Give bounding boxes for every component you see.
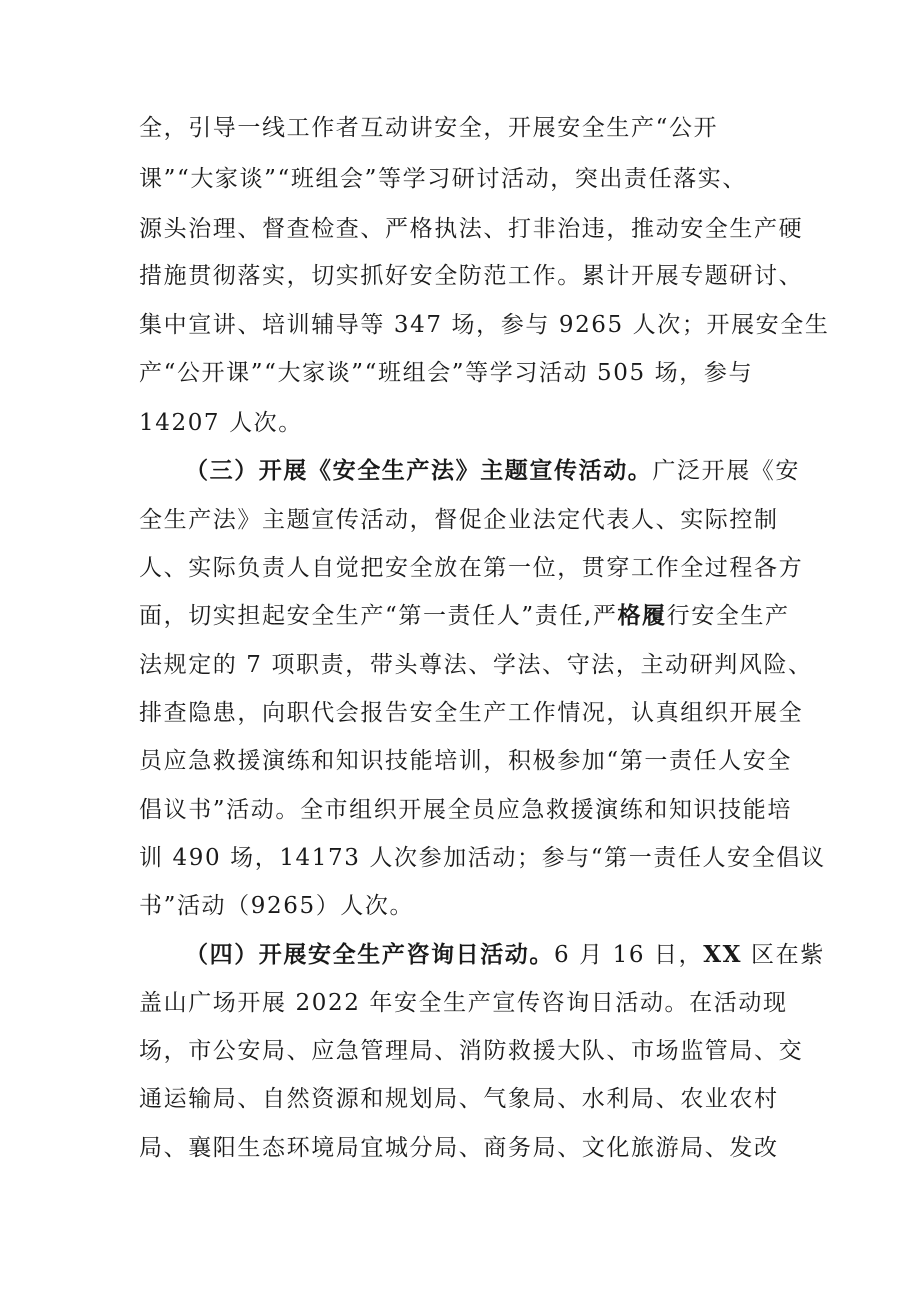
paragraph-line: 集中宣讲、培训辅导等 347 场，参与 9265 人次；开展安全生 xyxy=(139,312,830,338)
paragraph-line: 全，引导一线工作者互动讲安全，开展安全生产“公开 xyxy=(139,115,719,141)
section-3-first-line xyxy=(185,456,845,486)
paragraph-line: 人、实际负责人自觉把安全放在第一位，贯穿工作全过程各方 xyxy=(139,555,804,581)
paragraph-text: 面，切实担起安全生产“第一责任人”责任,严 xyxy=(139,603,618,629)
paragraph-line: 员应急救援演练和知识技能培训，积极参加“第一责任人安全 xyxy=(139,748,792,774)
paragraph-line: 倡议书”活动。全市组织开展全员应急救援演练和知识技能培 xyxy=(139,797,792,823)
paragraph-line: 源头治理、督查检查、严格执法、打非治违，推动安全生产硬 xyxy=(139,216,804,242)
paragraph-bold-text: 格履 xyxy=(617,602,667,629)
section-4-text: 区在紫 xyxy=(742,942,825,968)
paragraph-line: 训 490 场，14173 人次参加活动；参与“第一责任人安全倡议 xyxy=(139,845,826,871)
paragraph-line: 法规定的 7 项职责，带头尊法、学法、守法，主动研判风险、 xyxy=(139,652,813,678)
section-3-text: 广泛开展《安 xyxy=(652,458,801,484)
paragraph-text: 行安全生产 xyxy=(666,603,790,629)
paragraph-line: 课”“大家谈”“班组会”等学习研讨活动，突出责任落实、 xyxy=(139,166,747,192)
paragraph-line: 14207 人次。 xyxy=(139,410,303,436)
section-4-first-line xyxy=(185,940,845,970)
paragraph-line: 产“公开课”“大家谈”“班组会”等学习活动 505 场，参与 xyxy=(139,360,754,386)
section-4-bold-text: XX xyxy=(703,941,743,968)
paragraph-line: 书”活动（9265）人次。 xyxy=(139,893,415,919)
paragraph-line: 盖山广场开展 2022 年安全生产宣传咨询日活动。在活动现 xyxy=(139,990,788,1016)
section-4-text: 6 月 16 日， xyxy=(554,942,704,968)
paragraph-line: 通运输局、自然资源和规划局、气象局、水利局、农业农村 xyxy=(139,1086,779,1112)
paragraph-line xyxy=(139,601,799,631)
paragraph-line: 措施贯彻落实，切实抓好安全防范工作。累计开展专题研讨、 xyxy=(139,263,804,289)
paragraph-line: 场，市公安局、应急管理局、消防救援大队、市场监管局、交 xyxy=(139,1038,804,1064)
paragraph-line: 局、襄阳生态环境局宜城分局、商务局、文化旅游局、发改 xyxy=(139,1135,779,1161)
paragraph-line: 全生产法》主题宣传活动，督促企业法定代表人、实际控制 xyxy=(139,507,779,533)
section-3-heading: （三）开展《安全生产法》主题宣传活动。 xyxy=(185,457,653,484)
paragraph-line: 排查隐患，向职代会报告安全生产工作情况，认真组织开展全 xyxy=(139,700,804,726)
section-4-heading: （四）开展安全生产咨询日活动。 xyxy=(185,941,554,968)
